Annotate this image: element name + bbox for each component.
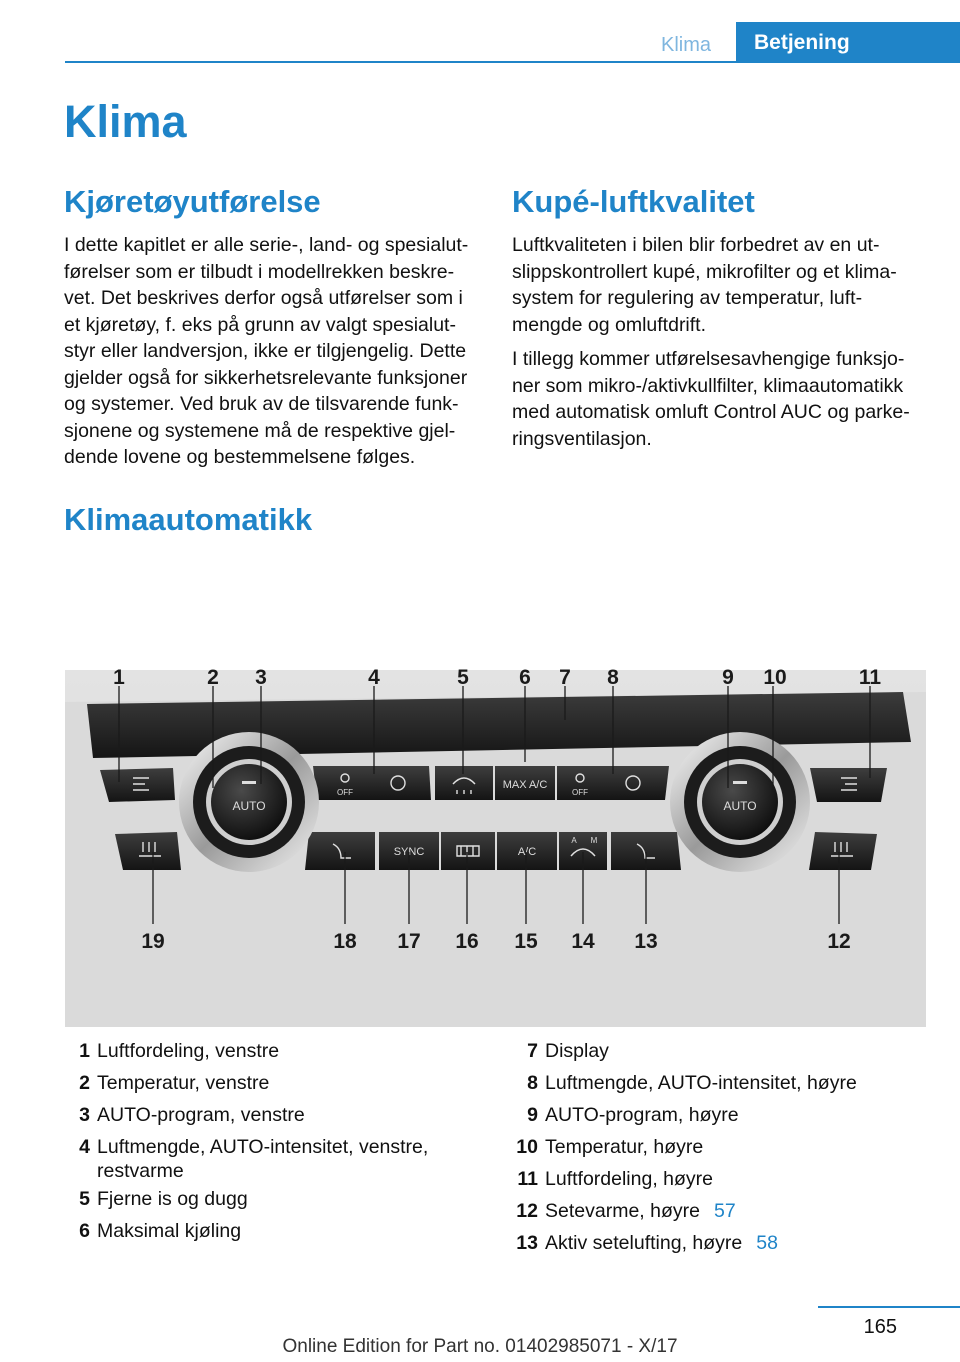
off-left-text: OFF bbox=[337, 788, 353, 797]
defrost-button[interactable] bbox=[435, 766, 493, 800]
callout-19: 19 bbox=[141, 930, 165, 953]
legend-item bbox=[512, 1131, 932, 1163]
callout-6: 6 bbox=[519, 666, 531, 689]
legend-text: Luftfordeling, høyre bbox=[545, 1168, 714, 1190]
legend-number: 12 bbox=[516, 1200, 538, 1222]
callout-10: 10 bbox=[763, 666, 787, 689]
callout-15: 15 bbox=[514, 930, 538, 953]
legend-number: 9 bbox=[527, 1104, 538, 1126]
off-right-text: OFF bbox=[572, 788, 588, 797]
auc-m-text: M bbox=[590, 836, 598, 845]
text-line: vet. Det beskrives derfor også utførelser som i bbox=[64, 287, 463, 309]
legend-number: 5 bbox=[79, 1188, 90, 1210]
legend-item bbox=[64, 1215, 484, 1247]
legend-number: 4 bbox=[79, 1136, 90, 1158]
text-line: system for regulering av temperatur, luft- bbox=[512, 287, 863, 309]
legend-item bbox=[512, 1163, 932, 1195]
text-line: slippskontrollert kupé, mikrofilter og et klima- bbox=[512, 260, 897, 283]
legend-item bbox=[512, 1067, 932, 1099]
legend-number: 6 bbox=[79, 1220, 90, 1242]
callout-12: 12 bbox=[827, 930, 851, 953]
callout-1: 1 bbox=[113, 666, 125, 689]
header-chapter-tab: Betjening bbox=[736, 22, 960, 63]
text-line: sjonene og systemene må de respektive gjel- bbox=[64, 419, 456, 442]
legend-item bbox=[512, 1035, 932, 1067]
heading-auto-climate: Klimaautomatikk bbox=[64, 502, 313, 537]
callout-2: 2 bbox=[207, 666, 219, 689]
callout-17: 17 bbox=[397, 930, 421, 953]
legend-item bbox=[64, 1099, 484, 1131]
text-line: gjelder også for sikkerhetsrelevante funksjoner bbox=[64, 366, 468, 389]
legend-number: 11 bbox=[517, 1168, 538, 1190]
page-number: 165 bbox=[863, 1316, 897, 1338]
legend-list-right bbox=[512, 1035, 932, 1259]
legend-number: 2 bbox=[79, 1072, 90, 1094]
header-rule bbox=[65, 61, 960, 63]
fan-button-left[interactable] bbox=[313, 766, 431, 800]
seat-heating-left-button[interactable] bbox=[115, 832, 181, 870]
auc-a-text: A bbox=[571, 836, 577, 845]
header-section-label: Klima bbox=[660, 34, 711, 56]
callout-16: 16 bbox=[455, 930, 479, 953]
legend-text: Luftmengde, AUTO-intensitet, venstre, bbox=[97, 1136, 429, 1158]
legend-text: Aktiv setelufting, høyre bbox=[545, 1232, 743, 1254]
text-line: og systemer. Ved bruk av de tilsvarende funk- bbox=[64, 393, 459, 415]
sync-text: SYNC bbox=[393, 846, 425, 858]
text-line: ner som mikro-/aktivkullfilter, klimaautomatikk bbox=[512, 374, 904, 397]
footer-edition-text: Online Edition for Part no. 01402985071 - X/17 bbox=[282, 1336, 678, 1357]
legend-text-continued: restvarme bbox=[97, 1160, 184, 1182]
auto-left-text[interactable]: AUTO bbox=[232, 799, 266, 813]
legend-number: 8 bbox=[527, 1072, 538, 1094]
callout-7: 7 bbox=[559, 666, 571, 689]
climate-control-panel-figure bbox=[65, 552, 926, 1027]
paragraph-vehicle-variant bbox=[64, 232, 484, 471]
callout-5: 5 bbox=[457, 666, 469, 689]
callout-3: 3 bbox=[255, 666, 267, 689]
legend-item bbox=[512, 1195, 932, 1227]
text-line: et kjøretøy, f. eks på grunn av valgt spesialut- bbox=[64, 313, 456, 336]
callout-13: 13 bbox=[634, 930, 658, 953]
paragraph-cabin-air bbox=[512, 232, 932, 452]
air-distribution-left-button[interactable] bbox=[100, 768, 175, 802]
heading-cabin-air: Kupé-luftkvalitet bbox=[512, 184, 755, 219]
seat-heating-right-button[interactable] bbox=[809, 832, 877, 870]
auto-right-text[interactable]: AUTO bbox=[723, 799, 757, 813]
max-ac-text: MAX A/C bbox=[502, 779, 548, 791]
text-line: dende lovene og bestemmelsene følges. bbox=[64, 446, 416, 468]
legend-number: 10 bbox=[516, 1136, 538, 1158]
legend-item bbox=[64, 1183, 484, 1215]
label-band bbox=[65, 552, 926, 670]
legend-item bbox=[64, 1035, 484, 1067]
text-line: førelser som er tilbudt i modellrekken beskre- bbox=[64, 260, 455, 283]
legend-item bbox=[512, 1099, 932, 1131]
text-line: styr eller landversjon, ikke er tilgjengelig. Dette bbox=[64, 340, 467, 362]
callout-14: 14 bbox=[571, 930, 595, 953]
legend-text: Temperatur, høyre bbox=[545, 1136, 704, 1158]
legend-text: AUTO-program, venstre bbox=[97, 1104, 305, 1126]
footer-rule bbox=[818, 1306, 960, 1308]
legend-text: Setevarme, høyre bbox=[545, 1200, 700, 1222]
callout-18: 18 bbox=[333, 930, 357, 953]
legend-text: AUTO-program, høyre bbox=[545, 1104, 739, 1126]
callout-9: 9 bbox=[722, 666, 734, 689]
callout-4: 4 bbox=[368, 666, 380, 689]
callout-11: 11 bbox=[858, 666, 882, 689]
callout-8: 8 bbox=[607, 666, 619, 689]
legend-text: Temperatur, venstre bbox=[97, 1072, 270, 1094]
rear-defrost-button[interactable] bbox=[441, 832, 495, 870]
legend-item bbox=[64, 1131, 484, 1183]
legend-text: Fjerne is og dugg bbox=[97, 1188, 248, 1210]
text-line: I tillegg kommer utførelsesavhengige funksjo- bbox=[512, 348, 905, 370]
legend-text: Luftfordeling, venstre bbox=[97, 1040, 280, 1062]
legend-number: 3 bbox=[79, 1104, 90, 1126]
legend-item bbox=[64, 1067, 484, 1099]
page-title: Klima bbox=[64, 96, 187, 147]
legend-number: 13 bbox=[516, 1232, 538, 1254]
text-line: mengde og omluftdrift. bbox=[512, 313, 707, 336]
legend-text: Display bbox=[545, 1040, 609, 1062]
legend-text: Maksimal kjøling bbox=[97, 1220, 242, 1242]
text-line: Luftkvaliteten i bilen blir forbedret av en ut- bbox=[512, 234, 880, 256]
legend-number: 1 bbox=[79, 1040, 90, 1062]
text-line: med automatisk omluft Control AUC og parke- bbox=[512, 401, 910, 423]
page-reference-link[interactable]: 57 bbox=[713, 1200, 736, 1222]
text-line: I dette kapitlet er alle serie-, land- og spesialut- bbox=[64, 234, 469, 256]
page-reference-link[interactable]: 58 bbox=[756, 1232, 778, 1254]
legend-number: 7 bbox=[527, 1040, 538, 1062]
legend-text: Luftmengde, AUTO-intensitet, høyre bbox=[545, 1072, 857, 1094]
air-distribution-right-button[interactable] bbox=[810, 768, 887, 802]
legend-item bbox=[512, 1227, 932, 1259]
ac-text: A/C bbox=[517, 846, 537, 858]
heading-vehicle-variant: Kjøretøyutførelse bbox=[64, 184, 321, 219]
legend-list-left bbox=[64, 1035, 484, 1247]
text-line: ringsventilasjon. bbox=[512, 427, 652, 450]
